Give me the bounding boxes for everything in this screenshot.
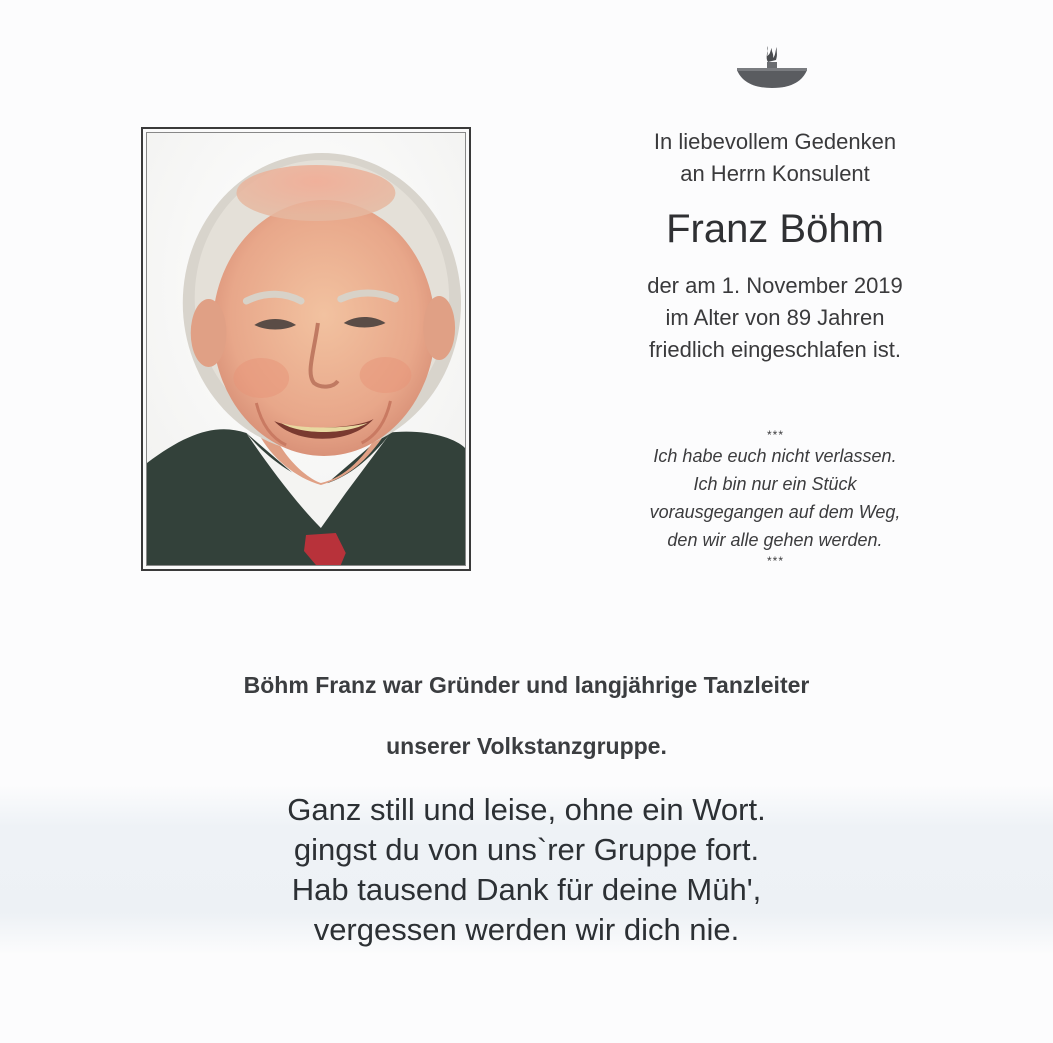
deceased-name: Franz Böhm [666,207,884,251]
poem-line: vergessen werden wir dich nie. [313,912,740,947]
poem-line: Ganz still und leise, ohne ein Wort. [287,792,766,827]
verse-stars-top: *** [766,428,784,442]
intro-line: an Herrn Konsulent [680,161,870,186]
portrait-photo [146,132,466,566]
verse-line: den wir alle gehen werden. [667,530,883,550]
portrait-photo-frame [141,127,471,571]
verse-line: vorausgegangen auf dem Weg, [649,502,901,522]
details-line: der am 1. November 2019 [647,273,903,298]
group-note-line: Böhm Franz war Gründer und langjährige Tanzleiter [243,672,810,698]
verse-line: Ich bin nur ein Stück [693,474,857,494]
poem-line: gingst du von uns`rer Gruppe fort. [293,832,760,867]
farewell-poem [0,790,1053,950]
verse-stars-bottom: *** [766,554,784,568]
memorial-verse [580,428,970,568]
memorial-intro [580,126,970,190]
details-line: friedlich eingeschlafen ist. [649,337,901,362]
memorial-details [580,270,970,366]
intro-line: In liebevollem Gedenken [653,129,897,154]
group-note-line: unserer Volkstanzgruppe. [386,733,667,759]
verse-line: Ich habe euch nicht verlassen. [653,446,897,466]
details-line: im Alter von 89 Jahren [665,305,885,330]
poem-line: Hab tausend Dank für deine Müh', [291,872,762,907]
eternal-flame-lamp-icon [733,40,811,92]
